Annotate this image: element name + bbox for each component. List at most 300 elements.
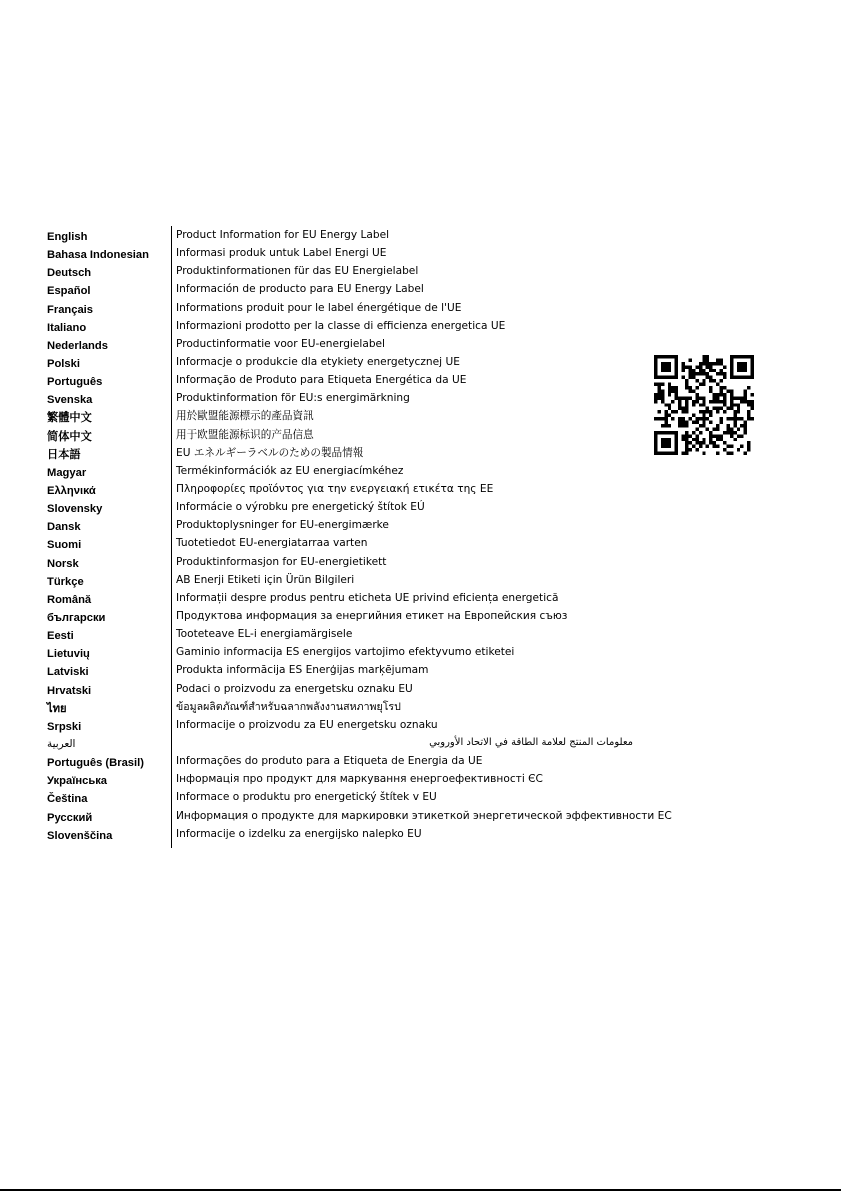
qr-module xyxy=(668,365,671,368)
product-info-label: Productinformatie voor EU-energielabel xyxy=(176,337,386,350)
qr-module xyxy=(671,376,674,379)
qr-module xyxy=(706,417,709,420)
qr-module xyxy=(685,431,688,434)
qr-module xyxy=(723,365,726,368)
qr-module xyxy=(675,376,678,379)
qr-module xyxy=(744,393,747,396)
qr-module xyxy=(744,424,747,427)
qr-module xyxy=(695,400,698,403)
qr-module xyxy=(661,369,664,372)
qr-module xyxy=(675,396,678,399)
product-info-label: Produktinformation för EU:s energimärkning xyxy=(176,392,410,405)
qr-code-icon[interactable] xyxy=(654,355,754,455)
qr-module xyxy=(664,438,667,441)
qr-module xyxy=(737,396,740,399)
qr-module xyxy=(720,389,723,392)
qr-module xyxy=(678,396,681,399)
qr-module xyxy=(737,410,740,413)
qr-module xyxy=(744,452,747,455)
qr-module xyxy=(695,438,698,441)
qr-module xyxy=(709,379,712,382)
qr-module xyxy=(730,389,733,392)
language-name: Norsk xyxy=(47,557,79,570)
qr-module xyxy=(744,427,747,430)
qr-module xyxy=(716,424,719,427)
qr-module xyxy=(702,358,705,361)
qr-module xyxy=(706,362,709,365)
qr-module xyxy=(709,386,712,389)
qr-module xyxy=(720,438,723,441)
qr-module xyxy=(713,379,716,382)
qr-module xyxy=(654,383,657,386)
qr-module xyxy=(720,393,723,396)
product-info-label: Информация о продукте для маркировки этикеткой энергетической эффективности ЕС xyxy=(176,809,672,822)
qr-module xyxy=(702,379,705,382)
qr-module xyxy=(668,386,671,389)
language-name: Ελληνικά xyxy=(47,484,96,497)
qr-module xyxy=(664,410,667,413)
qr-module xyxy=(720,434,723,437)
qr-module xyxy=(740,434,743,437)
qr-module xyxy=(716,438,719,441)
qr-module xyxy=(709,362,712,365)
qr-module xyxy=(661,355,664,358)
qr-module xyxy=(733,414,736,417)
language-name: Türkçe xyxy=(47,575,84,588)
product-info-label: Gaminio informacija ES energijos vartojimo efektyvumo etiketei xyxy=(176,646,515,659)
qr-module xyxy=(740,424,743,427)
qr-module xyxy=(744,369,747,372)
language-name: Dansk xyxy=(47,521,81,534)
qr-module xyxy=(733,376,736,379)
qr-module xyxy=(682,421,685,424)
qr-module xyxy=(692,389,695,392)
qr-module xyxy=(747,355,750,358)
product-info-label: Informasi produk untuk Label Energi UE xyxy=(176,247,387,260)
product-info-label: Informazioni prodotto per la classe di efficienza energetica UE xyxy=(176,319,506,332)
qr-module xyxy=(668,355,671,358)
qr-module xyxy=(702,417,705,420)
language-name: Bahasa Indonesian xyxy=(47,249,149,262)
qr-module xyxy=(654,396,657,399)
qr-module xyxy=(685,441,688,444)
qr-module xyxy=(661,445,664,448)
qr-module xyxy=(695,372,698,375)
qr-module xyxy=(733,355,736,358)
qr-module xyxy=(671,386,674,389)
qr-module xyxy=(671,400,674,403)
qr-module xyxy=(702,414,705,417)
qr-module xyxy=(685,379,688,382)
table-row xyxy=(47,553,647,571)
qr-module xyxy=(661,400,664,403)
qr-module xyxy=(709,431,712,434)
qr-module xyxy=(678,400,681,403)
qr-module xyxy=(685,421,688,424)
language-name: Srpski xyxy=(47,720,82,733)
qr-module xyxy=(709,376,712,379)
qr-module xyxy=(709,389,712,392)
language-name: Українська xyxy=(47,775,108,788)
qr-module xyxy=(751,417,754,420)
qr-module xyxy=(730,369,733,372)
qr-module xyxy=(668,376,671,379)
qr-module xyxy=(685,424,688,427)
qr-module xyxy=(657,431,660,434)
qr-module xyxy=(682,396,685,399)
qr-module xyxy=(699,445,702,448)
table-row xyxy=(47,752,647,770)
table-row xyxy=(47,335,647,353)
qr-module xyxy=(688,386,691,389)
qr-module xyxy=(723,448,726,451)
table-row xyxy=(47,480,647,498)
qr-module xyxy=(664,414,667,417)
table-row xyxy=(47,262,647,280)
language-name: Eesti xyxy=(47,630,74,643)
qr-module xyxy=(720,369,723,372)
qr-module xyxy=(723,376,726,379)
qr-module xyxy=(668,393,671,396)
qr-module xyxy=(730,372,733,375)
qr-module xyxy=(688,441,691,444)
qr-module xyxy=(654,434,657,437)
qr-module xyxy=(668,452,671,455)
qr-module xyxy=(657,396,660,399)
qr-module xyxy=(737,403,740,406)
qr-module xyxy=(661,417,664,420)
qr-module xyxy=(654,355,657,358)
qr-module xyxy=(733,421,736,424)
qr-module xyxy=(664,403,667,406)
qr-module xyxy=(706,372,709,375)
qr-module xyxy=(699,431,702,434)
language-name: Latviski xyxy=(47,666,89,679)
qr-module xyxy=(730,407,733,410)
product-info-label: 用於歐盟能源標示的產品資訊 xyxy=(176,410,314,423)
qr-module xyxy=(730,400,733,403)
qr-module xyxy=(675,358,678,361)
product-info-label: AB Enerji Etiketi için Ürün Bilgileri xyxy=(176,573,355,586)
language-name: Slovensky xyxy=(47,503,103,516)
table-row xyxy=(47,462,647,480)
qr-module xyxy=(702,424,705,427)
qr-module xyxy=(695,393,698,396)
qr-module xyxy=(751,372,754,375)
product-info-label: Інформація про продукт для маркування енергоефективності ЄС xyxy=(176,773,543,786)
qr-module xyxy=(699,441,702,444)
qr-module xyxy=(688,376,691,379)
language-name: Nederlands xyxy=(47,339,108,352)
qr-module xyxy=(699,369,702,372)
product-info-label: Informace o produktu pro energetický štítek v EU xyxy=(176,791,437,804)
qr-module xyxy=(716,400,719,403)
language-name: Italiano xyxy=(47,321,87,334)
qr-module xyxy=(730,376,733,379)
qr-module xyxy=(723,386,726,389)
table-row xyxy=(47,571,647,589)
qr-module xyxy=(713,441,716,444)
language-name: ไทย xyxy=(47,702,67,715)
qr-module xyxy=(702,372,705,375)
product-info-label: Informații despre produs pentru eticheta UE privind eficiența energetică xyxy=(176,591,559,604)
qr-module xyxy=(688,396,691,399)
product-info-label: 用于欧盟能源标识的产品信息 xyxy=(176,428,314,441)
language-name: 日本語 xyxy=(47,448,81,461)
qr-module xyxy=(682,417,685,420)
qr-module xyxy=(730,427,733,430)
product-info-label: معلومات المنتج لعلامة الطاقة في الاتحاد الأوروبي xyxy=(429,736,633,748)
qr-module xyxy=(654,358,657,361)
qr-module xyxy=(706,376,709,379)
product-info-label: ข้อมูลผลิตภัณฑ์สำหรับฉลากพลังงานสหภาพยุโรป xyxy=(176,700,401,713)
language-name: 繁體中文 xyxy=(47,412,92,425)
qr-module xyxy=(685,407,688,410)
qr-module xyxy=(682,424,685,427)
table-row xyxy=(47,534,647,552)
qr-module xyxy=(685,383,688,386)
qr-module xyxy=(747,445,750,448)
qr-module xyxy=(688,372,691,375)
qr-module xyxy=(685,365,688,368)
qr-module xyxy=(654,372,657,375)
qr-module xyxy=(692,414,695,417)
qr-module xyxy=(675,431,678,434)
language-name: Svenska xyxy=(47,394,93,407)
qr-module xyxy=(702,452,705,455)
qr-module xyxy=(737,355,740,358)
qr-module xyxy=(747,448,750,451)
language-name: Magyar xyxy=(47,466,87,479)
qr-module xyxy=(726,427,729,430)
qr-module xyxy=(740,355,743,358)
qr-module xyxy=(685,434,688,437)
qr-module xyxy=(723,410,726,413)
qr-module xyxy=(737,376,740,379)
qr-module xyxy=(699,424,702,427)
qr-module xyxy=(664,421,667,424)
qr-module xyxy=(720,421,723,424)
language-name: Français xyxy=(47,303,94,316)
qr-module xyxy=(744,396,747,399)
qr-module xyxy=(675,410,678,413)
qr-module xyxy=(706,355,709,358)
qr-module xyxy=(661,452,664,455)
table-row xyxy=(47,734,647,752)
qr-module xyxy=(751,355,754,358)
table-row xyxy=(47,661,647,679)
qr-module xyxy=(716,407,719,410)
qr-module xyxy=(716,393,719,396)
qr-module xyxy=(747,410,750,413)
qr-module xyxy=(720,358,723,361)
qr-module xyxy=(720,386,723,389)
qr-module xyxy=(682,407,685,410)
qr-module xyxy=(661,389,664,392)
language-name: Suomi xyxy=(47,539,82,552)
qr-module xyxy=(668,369,671,372)
qr-module xyxy=(709,438,712,441)
qr-module xyxy=(692,445,695,448)
qr-module xyxy=(720,379,723,382)
table-row xyxy=(47,807,672,825)
table-row xyxy=(47,226,647,244)
qr-module xyxy=(668,414,671,417)
table-row xyxy=(47,444,647,462)
qr-module xyxy=(723,400,726,403)
qr-module xyxy=(692,431,695,434)
qr-module xyxy=(702,369,705,372)
qr-module xyxy=(654,445,657,448)
qr-module xyxy=(699,396,702,399)
qr-module xyxy=(716,362,719,365)
qr-module xyxy=(720,372,723,375)
table-row xyxy=(47,299,647,317)
qr-module xyxy=(675,372,678,375)
product-info-label: Informácie o výrobku pre energetický štítok EÚ xyxy=(176,501,425,514)
language-name: Čeština xyxy=(47,793,88,806)
qr-module xyxy=(751,400,754,403)
qr-module xyxy=(668,362,671,365)
qr-module xyxy=(723,431,726,434)
qr-module xyxy=(713,369,716,372)
qr-module xyxy=(671,417,674,420)
qr-module xyxy=(678,421,681,424)
table-row xyxy=(47,589,647,607)
qr-module xyxy=(675,438,678,441)
qr-module xyxy=(661,393,664,396)
qr-module xyxy=(688,448,691,451)
qr-module xyxy=(685,410,688,413)
qr-module xyxy=(737,434,740,437)
qr-module xyxy=(740,400,743,403)
language-name: Português (Brasil) xyxy=(47,757,144,770)
table-row xyxy=(47,698,647,716)
qr-module xyxy=(699,417,702,420)
product-info-label: Informacije o proizvodu za EU energetsku oznaku xyxy=(176,718,438,731)
qr-module xyxy=(654,369,657,372)
qr-module xyxy=(730,403,733,406)
qr-module xyxy=(661,396,664,399)
qr-module xyxy=(709,400,712,403)
qr-module xyxy=(661,424,664,427)
qr-module xyxy=(695,441,698,444)
qr-module xyxy=(716,452,719,455)
qr-module xyxy=(664,441,667,444)
qr-module xyxy=(678,407,681,410)
qr-module xyxy=(716,358,719,361)
qr-module xyxy=(661,431,664,434)
qr-module xyxy=(720,407,723,410)
qr-module xyxy=(720,400,723,403)
qr-module xyxy=(737,427,740,430)
qr-module xyxy=(744,400,747,403)
language-name: العربية xyxy=(47,738,76,750)
product-info-label: EU エネルギーラベルのための製品情報 xyxy=(176,446,364,459)
qr-module xyxy=(699,410,702,413)
qr-module xyxy=(737,365,740,368)
qr-module xyxy=(671,452,674,455)
qr-module xyxy=(744,355,747,358)
qr-module xyxy=(702,421,705,424)
qr-module xyxy=(685,438,688,441)
qr-module xyxy=(664,369,667,372)
qr-module xyxy=(668,424,671,427)
qr-module xyxy=(740,445,743,448)
qr-module xyxy=(709,434,712,437)
qr-module xyxy=(657,355,660,358)
qr-module xyxy=(682,410,685,413)
qr-module xyxy=(706,427,709,430)
qr-module xyxy=(706,365,709,368)
qr-module xyxy=(702,383,705,386)
table-row xyxy=(47,825,647,843)
qr-module xyxy=(664,365,667,368)
qr-module xyxy=(709,421,712,424)
qr-module xyxy=(654,438,657,441)
qr-module xyxy=(702,403,705,406)
qr-module xyxy=(678,424,681,427)
qr-module xyxy=(751,369,754,372)
qr-module xyxy=(713,362,716,365)
table-row xyxy=(47,607,647,625)
qr-module xyxy=(723,396,726,399)
qr-module xyxy=(664,355,667,358)
qr-module xyxy=(682,452,685,455)
qr-module xyxy=(688,369,691,372)
qr-module xyxy=(699,372,702,375)
qr-module xyxy=(675,355,678,358)
table-row xyxy=(47,353,647,371)
qr-module xyxy=(668,389,671,392)
table-row xyxy=(47,371,647,389)
language-name: Slovenščina xyxy=(47,829,113,842)
qr-module xyxy=(685,445,688,448)
table-row xyxy=(47,770,647,788)
qr-module xyxy=(730,355,733,358)
product-info-label: Tuotetiedot EU-energiatarraa varten xyxy=(176,537,368,550)
qr-module xyxy=(695,434,698,437)
qr-module xyxy=(723,403,726,406)
language-name: Lietuvių xyxy=(47,648,90,661)
qr-module xyxy=(737,417,740,420)
qr-module xyxy=(682,365,685,368)
qr-module xyxy=(661,365,664,368)
qr-module xyxy=(726,424,729,427)
qr-module xyxy=(744,376,747,379)
qr-module xyxy=(733,403,736,406)
qr-module xyxy=(730,417,733,420)
qr-module xyxy=(747,417,750,420)
qr-module xyxy=(733,424,736,427)
qr-module xyxy=(713,434,716,437)
qr-module xyxy=(744,362,747,365)
language-name: English xyxy=(47,231,88,243)
qr-module xyxy=(751,362,754,365)
product-info-label: Product Information for EU Energy Label xyxy=(176,229,390,241)
qr-module xyxy=(661,383,664,386)
qr-module xyxy=(661,376,664,379)
qr-module xyxy=(702,355,705,358)
qr-module xyxy=(751,376,754,379)
table-row xyxy=(47,280,647,298)
language-name: Română xyxy=(47,593,92,606)
qr-module xyxy=(737,369,740,372)
qr-module xyxy=(657,383,660,386)
qr-module xyxy=(716,427,719,430)
qr-module xyxy=(682,376,685,379)
qr-module xyxy=(654,441,657,444)
